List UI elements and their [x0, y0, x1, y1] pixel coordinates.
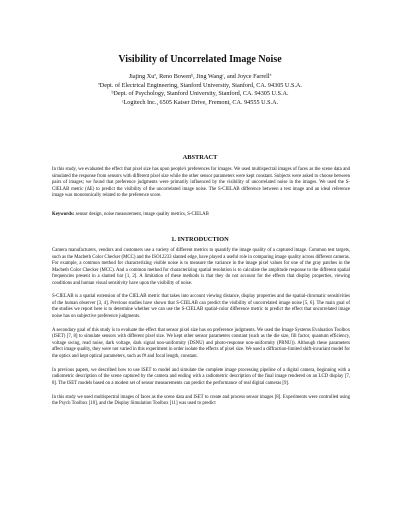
keywords-text: sensor design, noise measurement, image quality metrics, S-CIELAB — [75, 212, 209, 217]
affiliation-3: ᶜLogitech Inc., 6505 Kaiser Drive, Fremont, CA. 94555 U.S.A. — [121, 98, 279, 106]
paragraph-4: In previous papers, we described how to use ISET to model and simulate the complete image processing pipeline of a digital camera, beginning with a radiometric description of the scene captured by the camera and ending with a radiometric description of the final image rendered on an LCD display [7, 8]. The ISET models based on a modest set of sensor measurements can predict the performance of real digital cameras [9]. — [52, 367, 350, 386]
section-heading-introduction: 1. INTRODUCTION — [171, 236, 229, 243]
paragraph-2: S-CIELAB is a spatial extension of the CIELAB metric that takes into account viewing distance, display properties and the spatial-chromatic sensitivities of the human observer [3, 4]. Previous studies have shown that S-CIELAB can predict the visibility of uncorrelated image noise [5, 6]. The main goal of the studies we report here is to determine whether we can use the S-CIELAB spatial-color difference metric to predict the effect that uncorrelated image noise has on subjective preference judgments. — [52, 294, 350, 319]
authors-line: Jiajing Xuª, Reno Bowenᵇ, Jing Wangᶜ, and Joyce Farrellª — [128, 73, 272, 80]
body-text — [52, 248, 350, 415]
author-block — [0, 73, 400, 107]
paragraph-1: Camera manufacturers, vendors and customers use a variety of different metrics to quantify the image quality of a captured image. Common test targets, such as the Macbeth Color Checker (MCC) and the ISO12233 slanted edge, have played a useful role in comparing image quality across different cameras. For example, a common method for characterizing visible noise is to measure the variance in the image pixel values for one of the gray patches in the Macbeth Color Checker (MCC). And a common method for characterizing spatial resolution is to calculate the amplitude response to the different spatial frequencies present in a slanted bar [1, 2]. A limitation of these methods is that they do not account for the effects that display properties, viewing conditions and human visual sensitivity have upon the visibility of noise. — [52, 248, 350, 286]
paragraph-5: In this study we used multispectral images of faces as the scene data and ISET to create and process sensor images [8]. Experiments were controlled using the Psych Toolbox [10], and the Display Simulation Toolbox [11] was used to predict — [52, 394, 350, 407]
abstract-heading: ABSTRACT — [182, 154, 218, 161]
abstract-text: In this study, we evaluated the effect that pixel size has upon people's preferences for images. We used multispectral images of faces as the scene data and simulated the response from sensors with different pixel size while the other sensor parameters were kept constant. Subjects were asked to choose between pairs of images; we found that preference judgments were primarily influenced by the visibility of uncorrelated noise in the images. We used the S-CIELAB metric (ΔE) to predict the visibility of the uncorrelated image noise. The S-CIELAB difference between a test image and an ideal reference image was monotonically related to the preference score. — [52, 167, 350, 198]
paragraph-3: A secondary goal of this study is to evaluate the effect that sensor pixel size has on preference judgments. We used the Image Systems Evaluation Toolbox (ISET) [7, 8] to simulate sensors with different pixel size. We kept other sensor parameters constant (such as the die size, fill factor, quantum efficiency, voltage swing, read noise, dark voltage, dark signal non-uniformity (DSNU) and photo-response non-uniformity (PRNU)). Although these parameters affect image quality, they were not varied in this experiment in order isolate the effects of pixel size. We used a diffraction-limited shift-invariant model for the optics and kept optical parameters, such as f# and focal length, constant. — [52, 327, 350, 359]
keywords-label: Keywords: — [52, 212, 75, 217]
keywords — [52, 212, 350, 219]
affiliation-2: ᵇDept. of Psychology, Stanford University, Stanford, CA. 94305 U.S.A. — [111, 90, 289, 98]
paper-title: Visibility of Uncorrelated Image Noise — [118, 54, 282, 65]
affiliation-1: ªDept. of Electrical Engineering, Stanford University, Stanford, CA. 94305 U.S.A. — [98, 81, 302, 89]
